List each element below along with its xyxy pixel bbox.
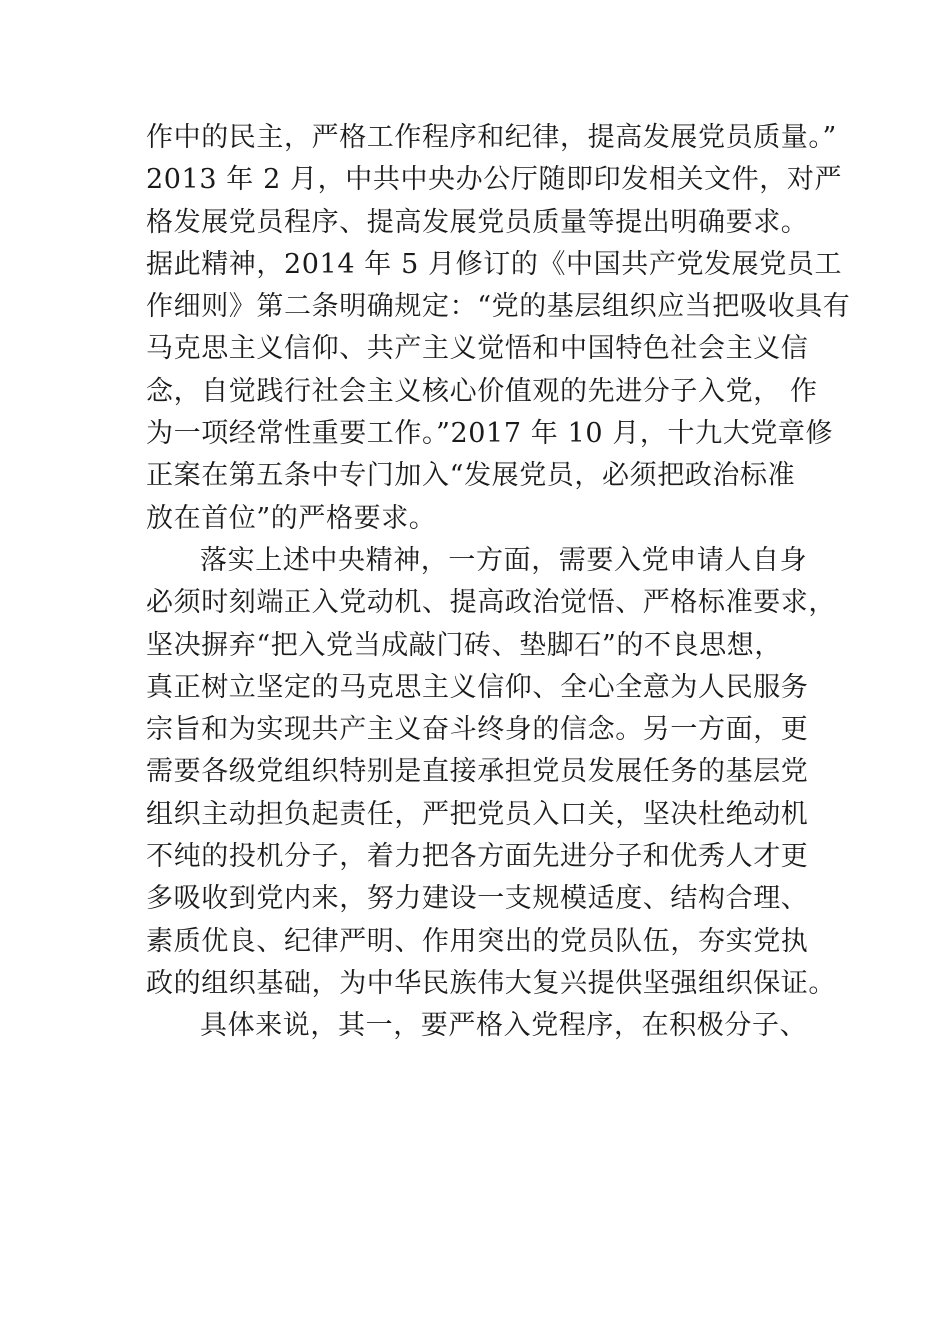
text-line: 政的组织基础，为中华民族伟大复兴提供坚强组织保证。 <box>146 967 836 999</box>
text-line: 放在首位”的严格要求。 <box>146 502 437 534</box>
text-line: 马克思主义信仰、共产主义觉悟和中国特色社会主义信 <box>146 333 809 365</box>
text-line: 格发展党员程序、提高发展党员质量等提出明确要求。 <box>146 206 809 238</box>
text-line: 需要各级党组织特别是直接承担党员发展任务的基层党 <box>146 756 809 788</box>
text-line: 多吸收到党内来，努力建设一支规模适度、结构合理、 <box>146 883 809 915</box>
text-line: 组织主动担负起责任，严把党员入口关，坚决杜绝动机 <box>146 798 809 830</box>
text-line: 据此精神，2014 年 5 月修订的《中国共产党发展党员工 <box>146 248 843 280</box>
text-line: 作中的民主，严格工作程序和纪律，提高发展党员质量。” <box>146 122 837 153</box>
text-line: 作细则》第二条明确规定：“党的基层组织应当把吸收具有 <box>146 291 851 323</box>
paragraph-1 <box>146 117 851 540</box>
text-line: 坚决摒弃“把入党当成敲门砖、垫脚石”的不良思想， <box>146 629 783 661</box>
text-line: 2013 年 2 月，中共中央办公厅随即印发相关文件，对严 <box>146 164 843 196</box>
text-line: 必须时刻端正入党动机、提高政治觉悟、严格标准要求， <box>146 587 836 619</box>
paragraph-2 <box>146 540 836 1005</box>
document-body <box>146 117 851 1048</box>
paragraph-3 <box>146 1005 826 1047</box>
text-line: 具体来说，其一，要严格入党程序，在积极分子、 <box>200 1010 808 1042</box>
text-line: 真正树立坚定的马克思主义信仰、全心全意为人民服务 <box>146 671 809 703</box>
text-line: 素质优良、纪律严明、作用突出的党员队伍，夯实党执 <box>146 925 809 957</box>
text-line: 不纯的投机分子，着力把各方面先进分子和优秀人才更 <box>146 841 809 873</box>
text-line: 宗旨和为实现共产主义奋斗终身的信念。另一方面，更 <box>146 714 809 746</box>
text-line: 为一项经常性重要工作。”2017 年 10 月，十九大党章修 <box>146 418 834 450</box>
text-line: 正案在第五条中专门加入“发展党员，必须把政治标准 <box>146 460 796 492</box>
text-line: 落实上述中央精神，一方面，需要入党申请人自身 <box>200 544 808 576</box>
text-line: 念，自觉践行社会主义核心价值观的先进分子入党， 作 <box>146 375 818 407</box>
